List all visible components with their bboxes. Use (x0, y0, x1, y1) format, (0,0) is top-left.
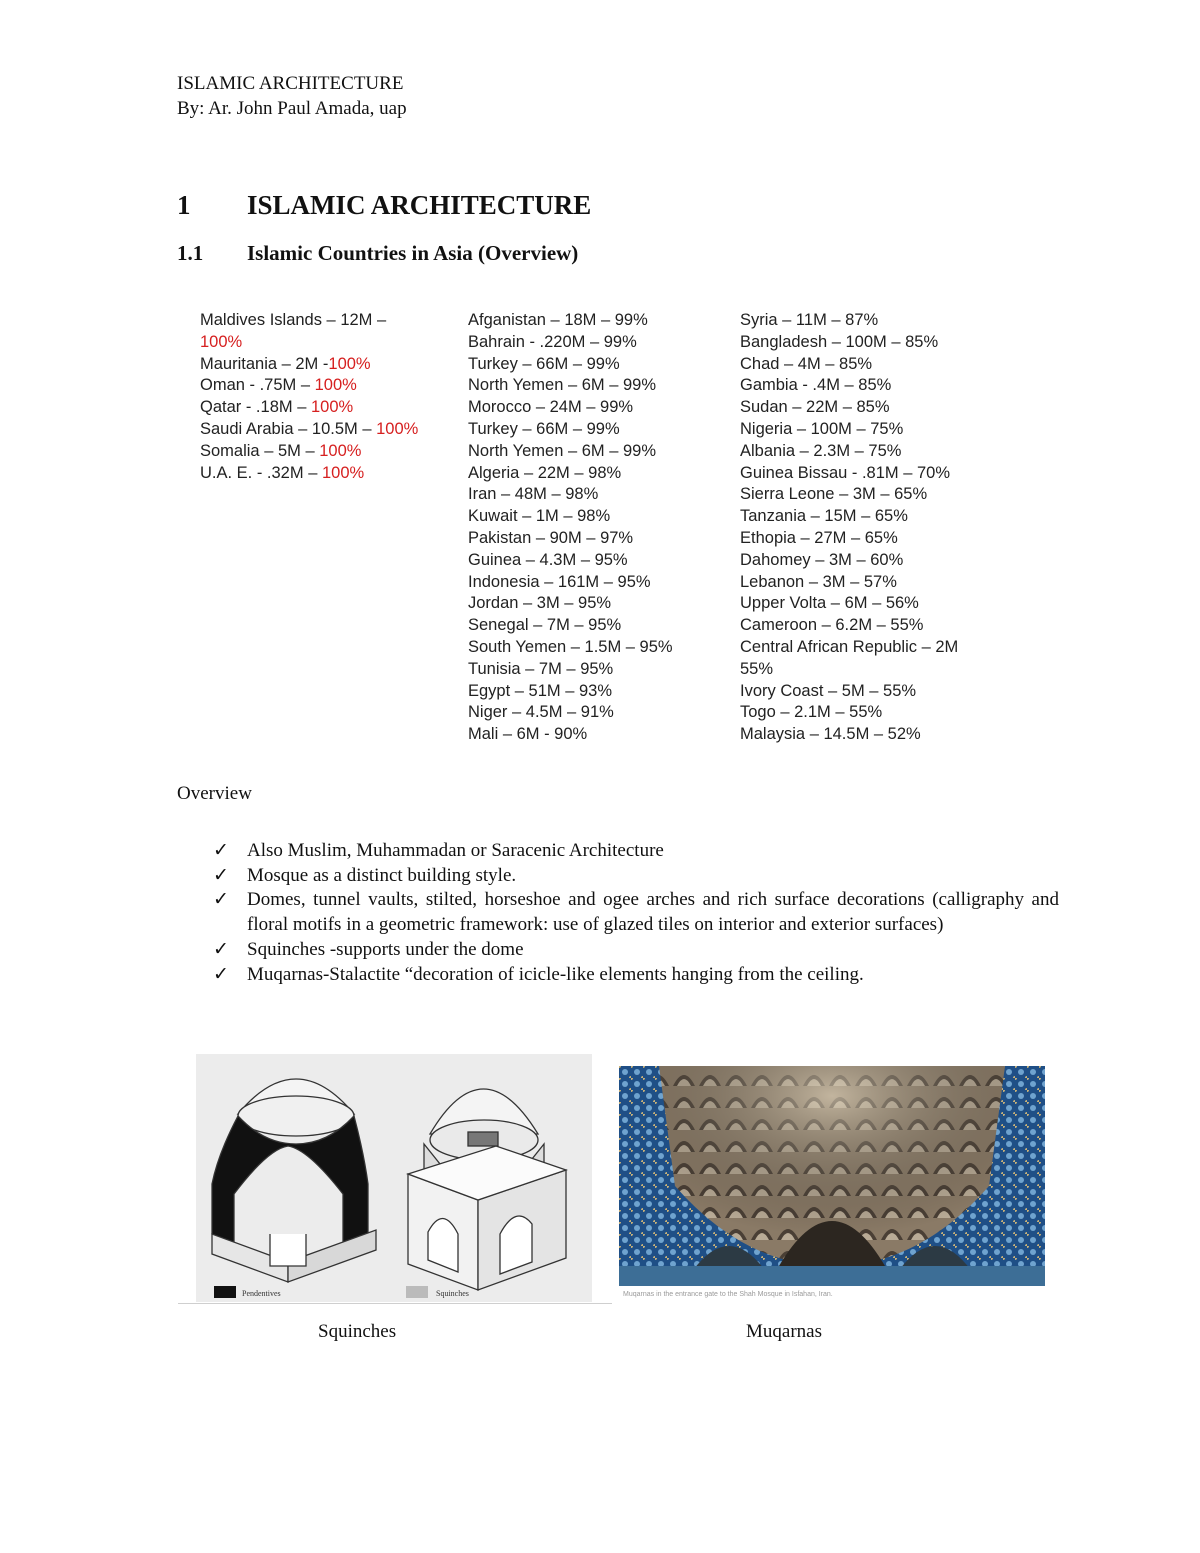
country-entry: Malaysia – 14.5M – 52% (740, 725, 921, 744)
country-text: U.A. E. - .32M – (200, 463, 322, 482)
country-percent: 100% (310, 398, 354, 417)
squinches-figure (178, 1054, 612, 1304)
country-entry: Pakistan – 90M – 97% (468, 528, 634, 547)
checkmark-icon: ✓ (213, 938, 229, 960)
country-entry: Bahrain - .220M – 99% (468, 332, 637, 351)
country-entry: Indonesia – 161M – 95% (468, 572, 651, 591)
country-text: Somalia – 5M – (200, 441, 320, 460)
country-entry: Senegal – 7M – 95% (468, 616, 622, 635)
country-entry (200, 375, 418, 397)
country-entry: Chad – 4M – 85% (740, 354, 873, 373)
overview-bullet-text: Mosque as a distinct building style. (247, 864, 517, 886)
overview-bullet (213, 938, 1059, 963)
muqarnas-figure (619, 1066, 1045, 1302)
overview-bullet (213, 963, 1059, 988)
squinches-diagram (178, 1054, 612, 1304)
country-entry: Syria – 11M – 87% (740, 311, 879, 329)
country-entry: Dahomey – 3M – 60% (740, 550, 904, 569)
heading-1-number: 1 (177, 190, 191, 220)
muqarnas-photo-credit: Muqarnas in the entrance gate to the Shah Mosque in Isfahan, Iran. (623, 1291, 833, 1298)
overview-bullet-text: Muqarnas-Stalactite “decoration of icicle-like elements hanging from the ceiling. (247, 963, 864, 985)
country-entry: Lebanon – 3M – 57% (740, 572, 897, 591)
country-entry: Bangladesh – 100M – 85% (740, 332, 939, 351)
country-entry: Albania – 2.3M – 75% (740, 441, 902, 460)
countries-column-2 (468, 310, 673, 746)
overview-label: Overview (177, 783, 252, 804)
country-text: Oman - .75M – (200, 376, 315, 395)
country-entry (200, 354, 418, 376)
country-entry: Sierra Leone – 3M – 65% (740, 485, 928, 504)
heading-2 (177, 241, 578, 266)
country-entry: North Yemen – 6M – 99% (468, 441, 657, 460)
country-entry: Kuwait – 1M – 98% (468, 507, 611, 526)
country-entry: Guinea – 4.3M – 95% (468, 550, 628, 569)
country-percent: 100% (319, 441, 362, 460)
squinches-caption: Squinches (318, 1321, 397, 1342)
country-text: Maldives Islands – 12M – (200, 311, 387, 329)
country-entry: Iran – 48M – 98% (468, 485, 599, 504)
countries-column-3 (740, 310, 974, 746)
country-percent: 100% (328, 354, 371, 373)
overview-bullet-text: Also Muslim, Muhammadan or Saracenic Architecture (247, 840, 664, 861)
muqarnas-photo (619, 1066, 1045, 1302)
country-entry: Ethopia – 27M – 65% (740, 528, 898, 547)
country-entry: Guinea Bissau - .81M – 70% (740, 463, 951, 482)
country-text: Mauritania – 2M - (200, 354, 329, 373)
country-entry: Egypt – 51M – 93% (468, 681, 613, 700)
country-percent: 100% (200, 332, 243, 351)
overview-bullet (213, 839, 1059, 864)
pendentives-legend-label: Pendentives (242, 1289, 281, 1298)
overview-bullet-text: Domes, tunnel vaults, stilted, horseshoe and ogee arches and rich surface decorations (calligraphy and floral motifs in a geometric framework: use of glazed tiles on interior and exterior surfaces) (247, 889, 1059, 936)
country-entry: Jordan – 3M – 95% (468, 594, 612, 613)
overview-bullet (213, 888, 1059, 937)
document-author: By: Ar. John Paul Amada, uap (177, 98, 407, 119)
country-text: Saudi Arabia – 10.5M – (200, 419, 377, 438)
country-entry (200, 310, 418, 332)
country-entry: Niger – 4.5M – 91% (468, 703, 614, 722)
country-entry: Ivory Coast – 5M – 55% (740, 681, 917, 700)
countries-column-1 (200, 310, 418, 484)
checkmark-icon: ✓ (213, 840, 229, 861)
country-percent: 100% (314, 376, 357, 395)
heading-1 (177, 190, 591, 221)
country-entry: North Yemen – 6M – 99% (468, 376, 657, 395)
country-entry: Gambia - .4M – 85% (740, 376, 892, 395)
checkmark-icon: ✓ (213, 864, 229, 886)
country-entry: Tanzania – 15M – 65% (740, 507, 908, 526)
checkmark-icon: ✓ (213, 963, 229, 985)
country-entry: Turkey – 66M – 99% (468, 419, 620, 438)
heading-1-text: ISLAMIC ARCHITECTURE (247, 190, 592, 220)
country-entry: 55% (740, 659, 774, 678)
country-entry: Nigeria – 100M – 75% (740, 419, 904, 438)
country-entry: Central African Republic – 2M (740, 637, 959, 656)
checkmark-icon: ✓ (213, 889, 229, 911)
squinches-legend-label: Squinches (436, 1289, 469, 1298)
country-entry: Afganistan – 18M – 99% (468, 311, 648, 329)
country-entry: Upper Volta – 6M – 56% (740, 594, 919, 613)
heading-2-text: Islamic Countries in Asia (Overview) (247, 241, 579, 265)
country-entry (200, 441, 418, 463)
muqarnas-caption: Muqarnas (746, 1321, 822, 1342)
country-percent: 100% (376, 419, 419, 438)
country-entry: Cameroon – 6.2M – 55% (740, 616, 924, 635)
country-text: Qatar - .18M – (200, 398, 311, 417)
overview-bullet (213, 864, 1059, 889)
country-entry: Morocco – 24M – 99% (468, 398, 634, 417)
country-percent: 100% (321, 463, 365, 482)
squinches-legend-swatch (406, 1286, 428, 1298)
overview-bullet-list (213, 839, 1059, 987)
country-entry: South Yemen – 1.5M – 95% (468, 637, 673, 656)
country-entry: Tunisia – 7M – 95% (468, 659, 614, 678)
country-entry (200, 463, 418, 485)
document-title: ISLAMIC ARCHITECTURE (177, 73, 404, 94)
country-entry (200, 419, 418, 441)
country-entry (200, 397, 418, 419)
pendentives-legend-swatch (214, 1286, 236, 1298)
heading-2-number: 1.1 (177, 241, 204, 265)
country-entry: Mali – 6M - 90% (468, 725, 588, 744)
country-entry (200, 332, 418, 354)
country-entry: Turkey – 66M – 99% (468, 354, 620, 373)
country-entry: Sudan – 22M – 85% (740, 398, 890, 417)
country-entry: Togo – 2.1M – 55% (740, 703, 883, 722)
overview-bullet-text: Squinches -supports under the dome (247, 938, 524, 960)
country-entry: Algeria – 22M – 98% (468, 463, 622, 482)
